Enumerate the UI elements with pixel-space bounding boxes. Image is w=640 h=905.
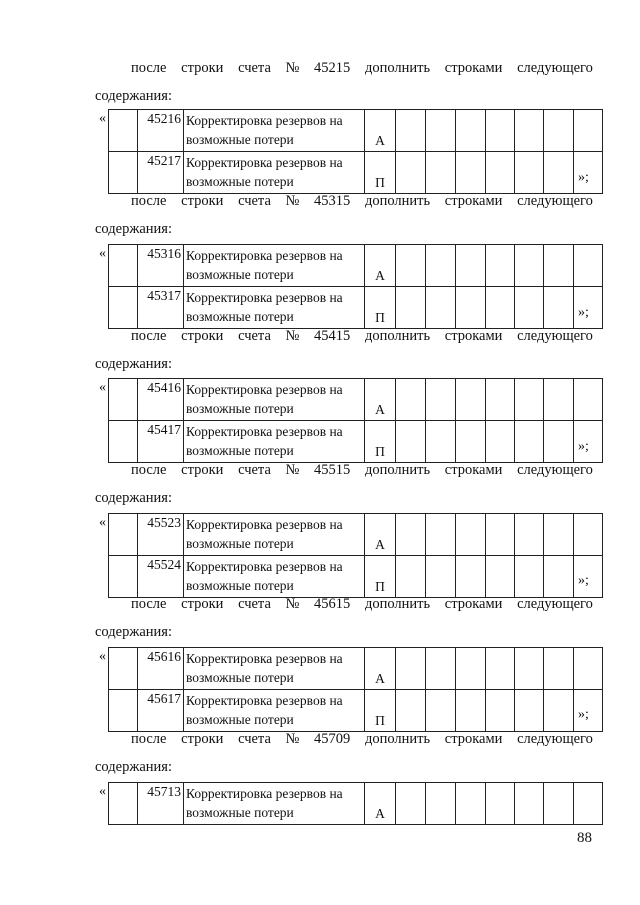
account-name: Корректировка резервов на возможные потери (184, 287, 365, 329)
intro-word: строки (181, 731, 224, 747)
table-row (109, 152, 603, 194)
intro-word: после (131, 731, 167, 747)
intro-paragraph (131, 462, 593, 479)
account-code: 45317 (138, 287, 184, 329)
table-row (109, 783, 603, 825)
account-type: П (365, 287, 396, 329)
account-name: Корректировка резервов на возможные потери (184, 648, 365, 690)
close-quote: »; (578, 573, 589, 588)
intro-paragraph (131, 596, 593, 613)
intro-word: после (131, 193, 167, 209)
account-number: 45709 (314, 731, 351, 747)
account-type: А (365, 783, 396, 825)
continuation-text: содержания: (95, 221, 173, 237)
account-name: Корректировка резервов на возможные потери (184, 379, 365, 421)
page-number: 88 (577, 830, 592, 846)
open-quote: « (99, 380, 106, 395)
account-type: А (365, 514, 396, 556)
intro-word: строками (444, 60, 503, 76)
intro-word: счета (238, 462, 271, 478)
account-name: Корректировка резервов на возможные потери (184, 110, 365, 152)
account-name: Корректировка резервов на возможные потери (184, 421, 365, 463)
accounts-table (108, 244, 603, 329)
account-code: 45316 (138, 245, 184, 287)
intro-word: № (285, 60, 300, 76)
intro-word: следующего (517, 193, 593, 209)
table-row (109, 245, 603, 287)
accounts-table (108, 513, 603, 598)
accounts-table (108, 109, 603, 194)
account-name: Корректировка резервов на возможные потери (184, 152, 365, 194)
account-type: П (365, 690, 396, 732)
intro-word: следующего (517, 328, 593, 344)
account-type: А (365, 379, 396, 421)
intro-word: строками (444, 731, 503, 747)
intro-word: счета (238, 596, 271, 612)
intro-paragraph (131, 60, 593, 77)
intro-word: счета (238, 193, 271, 209)
account-number: 45615 (314, 596, 351, 612)
account-code: 45523 (138, 514, 184, 556)
intro-word: строки (181, 462, 224, 478)
account-type: А (365, 245, 396, 287)
intro-word: после (131, 596, 167, 612)
intro-word: счета (238, 731, 271, 747)
account-name: Корректировка резервов на возможные потери (184, 690, 365, 732)
close-quote: »; (578, 170, 589, 185)
account-name: Корректировка резервов на возможные потери (184, 245, 365, 287)
accounts-table (108, 782, 603, 825)
intro-word: следующего (517, 462, 593, 478)
intro-word: № (285, 328, 300, 344)
account-name: Корректировка резервов на возможные потери (184, 514, 365, 556)
continuation-text: содержания: (95, 624, 173, 640)
account-code: 45216 (138, 110, 184, 152)
close-quote: »; (578, 707, 589, 722)
intro-paragraph (131, 193, 593, 210)
account-number: 45215 (314, 60, 351, 76)
account-name: Корректировка резервов на возможные потери (184, 556, 365, 598)
table-row (109, 690, 603, 732)
account-name: Корректировка резервов на возможные потери (184, 783, 365, 825)
close-quote: »; (578, 305, 589, 320)
intro-word: № (285, 596, 300, 612)
account-type: А (365, 648, 396, 690)
account-number: 45515 (314, 462, 351, 478)
table-row (109, 514, 603, 556)
table-row (109, 379, 603, 421)
account-type: П (365, 421, 396, 463)
continuation-text: содержания: (95, 356, 173, 372)
open-quote: « (99, 649, 106, 664)
accounts-table (108, 378, 603, 463)
intro-word: следующего (517, 596, 593, 612)
open-quote: « (99, 515, 106, 530)
intro-word: строки (181, 328, 224, 344)
intro-paragraph (131, 328, 593, 345)
account-type: П (365, 556, 396, 598)
intro-word: строки (181, 60, 224, 76)
intro-paragraph (131, 731, 593, 748)
intro-word: следующего (517, 60, 593, 76)
intro-word: дополнить (364, 60, 431, 76)
open-quote: « (99, 246, 106, 261)
account-type: А (365, 110, 396, 152)
continuation-text: содержания: (95, 759, 173, 775)
continuation-text: содержания: (95, 490, 173, 506)
intro-word: счета (238, 60, 271, 76)
intro-word: строки (181, 193, 224, 209)
table-row (109, 110, 603, 152)
intro-word: дополнить (364, 328, 431, 344)
intro-word: № (285, 462, 300, 478)
table-row (109, 648, 603, 690)
account-code: 45217 (138, 152, 184, 194)
account-code: 45416 (138, 379, 184, 421)
table-row (109, 421, 603, 463)
intro-word: следующего (517, 731, 593, 747)
intro-word: после (131, 328, 167, 344)
account-code: 45616 (138, 648, 184, 690)
account-code: 45617 (138, 690, 184, 732)
intro-word: № (285, 193, 300, 209)
open-quote: « (99, 111, 106, 126)
intro-word: строками (444, 462, 503, 478)
intro-word: дополнить (364, 462, 431, 478)
intro-word: строками (444, 596, 503, 612)
intro-word: № (285, 731, 300, 747)
table-row (109, 556, 603, 598)
intro-word: дополнить (364, 596, 431, 612)
open-quote: « (99, 784, 106, 799)
close-quote: »; (578, 439, 589, 454)
intro-word: дополнить (364, 731, 431, 747)
account-code: 45713 (138, 783, 184, 825)
accounts-table (108, 647, 603, 732)
intro-word: после (131, 60, 167, 76)
intro-word: дополнить (364, 193, 431, 209)
intro-word: счета (238, 328, 271, 344)
account-code: 45417 (138, 421, 184, 463)
table-row (109, 287, 603, 329)
intro-word: после (131, 462, 167, 478)
account-code: 45524 (138, 556, 184, 598)
intro-word: строки (181, 596, 224, 612)
account-number: 45415 (314, 328, 351, 344)
intro-word: строками (444, 193, 503, 209)
intro-word: строками (444, 328, 503, 344)
account-type: П (365, 152, 396, 194)
continuation-text: содержания: (95, 88, 173, 104)
account-number: 45315 (314, 193, 351, 209)
